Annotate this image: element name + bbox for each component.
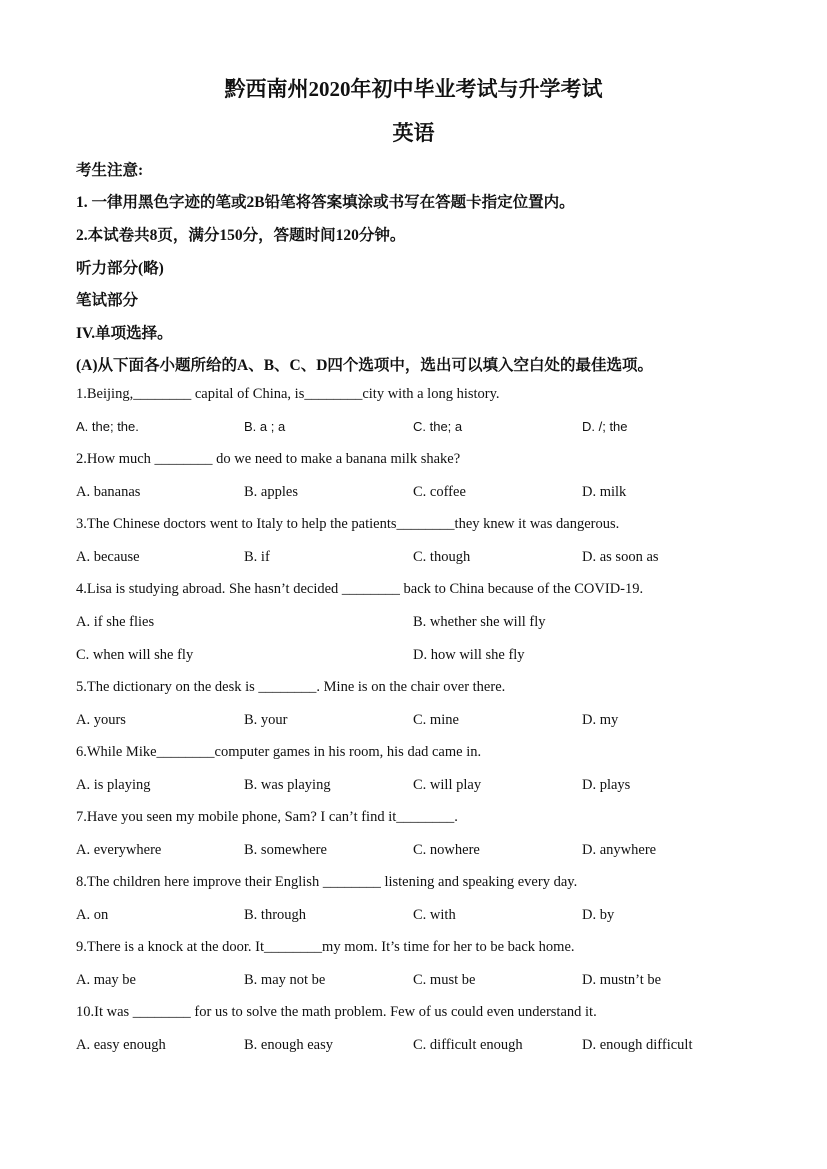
question-8: 8.The children here improve their English ________ listening and speaking every day. <box>76 874 578 890</box>
question-9-option-b: B. may not be <box>244 972 326 988</box>
question-6-option-d: D. plays <box>582 777 631 793</box>
question-5-option-b: B. your <box>244 712 288 728</box>
section-iv-heading: IV.单项选择。 <box>76 325 173 342</box>
question-4-option-c: C. when will she fly <box>76 647 194 663</box>
notice-item-1: 1. 一律用黑色字迹的笔或2B铅笔将答案填涂或书写在答题卡指定位置内。 <box>76 194 575 211</box>
question-8-option-b: B. through <box>244 907 307 923</box>
question-10-option-c: C. difficult enough <box>413 1037 523 1053</box>
section-a-instructions: (A)从下面各小题所给的A、B、C、D四个选项中，选出可以填入空白处的最佳选项。 <box>76 357 653 374</box>
question-5-option-c: C. mine <box>413 712 459 728</box>
page-subtitle: 英语 <box>392 121 435 145</box>
question-3-option-b: B. if <box>244 549 270 565</box>
written-section-label: 笔试部分 <box>76 292 139 309</box>
question-7-option-d: D. anywhere <box>582 842 657 858</box>
question-1-option-d: D. /; the <box>582 419 628 434</box>
question-7-option-b: B. somewhere <box>244 842 327 858</box>
question-5-option-a: A. yours <box>76 712 126 728</box>
question-9-option-c: C. must be <box>413 972 476 988</box>
question-8-option-a: A. on <box>76 907 109 923</box>
notice-heading: 考生注意: <box>76 162 144 179</box>
notice-item-2: 2.本试卷共8页，满分150分，答题时间120分钟。 <box>76 227 406 244</box>
question-5: 5.The dictionary on the desk is ________. Mine is on the chair over there. <box>76 679 506 695</box>
question-4-option-a: A. if she flies <box>76 614 155 630</box>
question-3: 3.The Chinese doctors went to Italy to help the patients________they knew it was dangerous. <box>76 516 620 532</box>
question-1-option-c: C. the; a <box>413 419 463 434</box>
question-8-option-c: C. with <box>413 907 456 923</box>
question-2-option-c: C. coffee <box>413 484 466 500</box>
question-3-option-c: C. though <box>413 549 471 565</box>
question-6-option-c: C. will play <box>413 777 482 793</box>
question-4-option-b: B. whether she will fly <box>413 614 546 630</box>
question-1-option-a: A. the; the. <box>76 419 139 434</box>
question-1: 1.Beijing,________ capital of China, is________city with a long history. <box>76 386 500 402</box>
question-2: 2.How much ________ do we need to make a banana milk shake? <box>76 451 461 467</box>
question-6-option-b: B. was playing <box>244 777 331 793</box>
question-2-option-b: B. apples <box>244 484 298 500</box>
question-10-option-d: D. enough difficult <box>582 1037 693 1053</box>
question-9: 9.There is a knock at the door. It________my mom. It’s time for her to be back home. <box>76 939 575 955</box>
question-7: 7.Have you seen my mobile phone, Sam? I can’t find it________. <box>76 809 458 825</box>
question-10: 10.It was ________ for us to solve the math problem. Few of us could even understand it. <box>76 1004 597 1020</box>
question-4-option-d: D. how will she fly <box>413 647 525 663</box>
listening-section-label: 听力部分(略) <box>76 260 164 277</box>
question-3-option-a: A. because <box>76 549 140 565</box>
page-title: 黔西南州2020年初中毕业考试与升学考试 <box>224 77 603 101</box>
question-5-option-d: D. my <box>582 712 619 728</box>
question-9-option-a: A. may be <box>76 972 136 988</box>
question-9-option-d: D. mustn’t be <box>582 972 662 988</box>
question-10-option-a: A. easy enough <box>76 1037 166 1053</box>
question-2-option-a: A. bananas <box>76 484 141 500</box>
question-7-option-c: C. nowhere <box>413 842 480 858</box>
question-8-option-d: D. by <box>582 907 615 923</box>
question-7-option-a: A. everywhere <box>76 842 162 858</box>
question-1-option-b: B. a ; a <box>244 419 286 434</box>
question-3-option-d: D. as soon as <box>582 549 659 565</box>
question-6-option-a: A. is playing <box>76 777 151 793</box>
question-4: 4.Lisa is studying abroad. She hasn’t decided ________ back to China because of the COVID-19. <box>76 581 644 597</box>
question-2-option-d: D. milk <box>582 484 627 500</box>
question-10-option-b: B. enough easy <box>244 1037 333 1053</box>
question-6: 6.While Mike________computer games in his room, his dad came in. <box>76 744 482 760</box>
